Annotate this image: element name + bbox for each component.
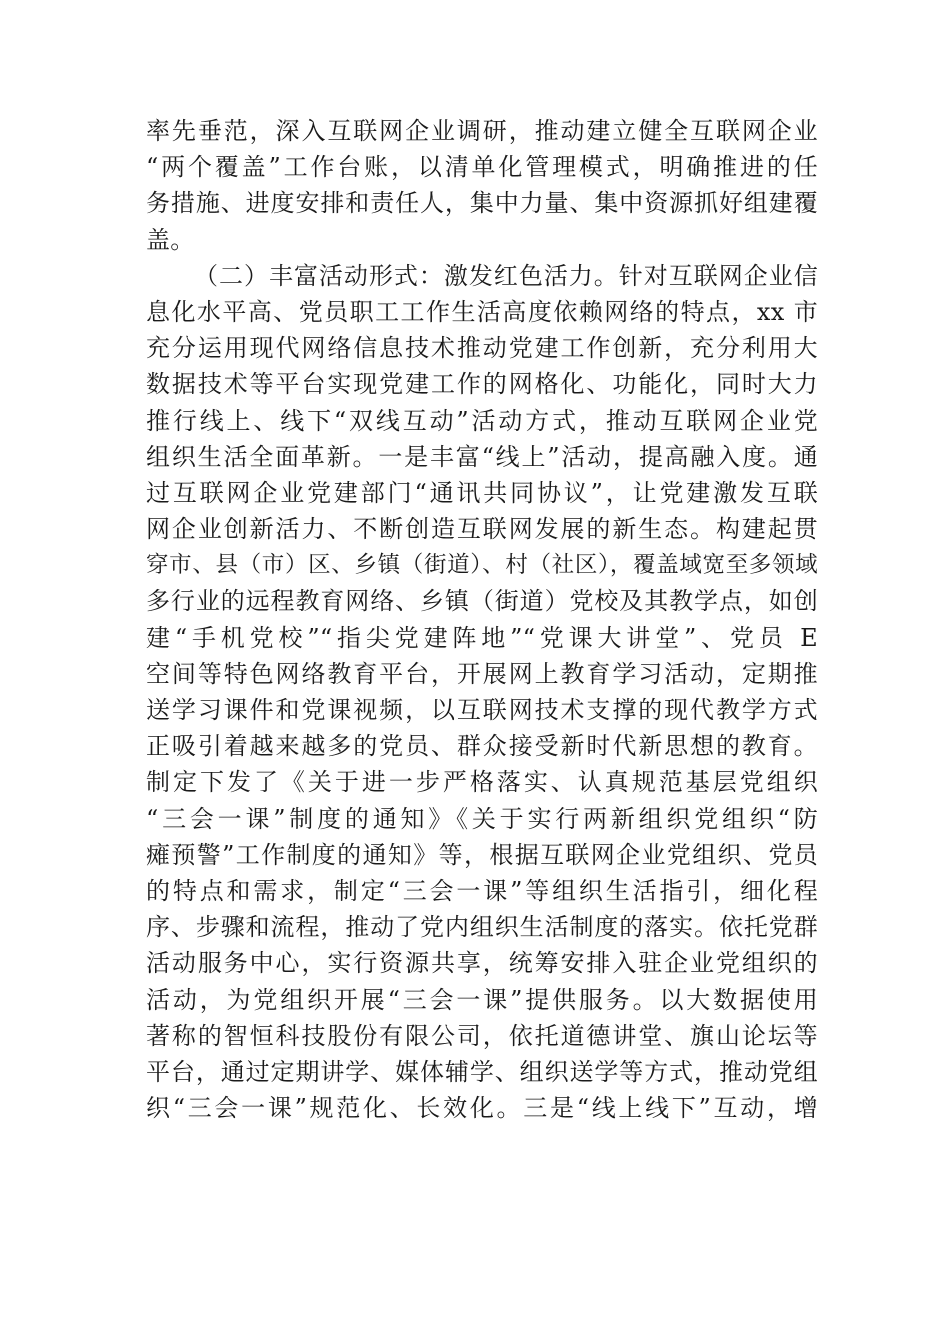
text-line: 瘫预警”工作制度的通知》等，根据互联网企业党组织、党员: [146, 840, 818, 869]
section-heading-line: （二）丰富活动形式：激发红色活力。针对互联网企业信: [194, 261, 818, 290]
body-text: [146, 113, 818, 1126]
text-line: 盖。: [146, 225, 195, 254]
text-line: 的特点和需求，制定“三会一课”等组织生活指引，细化程: [146, 876, 818, 905]
text-line: 正吸引着越来越多的党员、群众接受新时代新思想的教育。: [146, 732, 818, 761]
text-line: 活动服务中心，实行资源共享，统筹安排入驻企业党组织的: [146, 949, 818, 978]
text-line: 送学习课件和党课视频，以互联网技术支撑的现代教学方式: [146, 696, 818, 724]
text-line: 多行业的远程教育网络、乡镇（街道）党校及其教学点，如创: [146, 587, 818, 616]
text-line: 序、步骤和流程，推动了党内组织生活制度的落实。依托党群: [146, 913, 818, 942]
text-line: 空间等特色网络教育平台，开展网上教育学习活动，定期推: [146, 659, 818, 688]
text-line: 网企业创新活力、不断创造互联网发展的新生态。构建起贯: [146, 515, 818, 544]
text-line: 率先垂范，深入互联网企业调研，推动建立健全互联网企业: [146, 117, 818, 145]
text-line: 息化水平高、党员职工工作生活高度依赖网络的特点，xx 市: [146, 297, 818, 326]
text-line: 建“手机党校”“指尖党建阵地”“党课大讲堂”、党员 E: [146, 623, 818, 652]
text-line: 务措施、进度安排和责任人，集中力量、集中资源抓好组建覆: [146, 189, 818, 218]
text-line: 数据技术等平台实现党建工作的网格化、功能化，同时大力: [146, 370, 818, 399]
text-line: 平台，通过定期讲学、媒体辅学、组织送学等方式，推动党组: [146, 1057, 818, 1086]
text-line: 穿市、县（市）区、乡镇（街道）、村（社区），覆盖域宽至多领域: [146, 552, 818, 579]
text-line: 活动，为党组织开展“三会一课”提供服务。以大数据使用: [146, 985, 818, 1014]
text-line: 著称的智恒科技股份有限公司，依托道德讲堂、旗山论坛等: [146, 1021, 818, 1050]
text-line: 充分运用现代网络信息技术推动党建工作创新，充分利用大: [146, 334, 818, 363]
text-line: 制定下发了《关于进一步严格落实、认真规范基层党组织: [146, 768, 818, 797]
text-line: 织“三会一课”规范化、长效化。三是“线上线下”互动，增: [146, 1094, 818, 1123]
text-line: “三会一课”制度的通知》《关于实行两新组织党组织“防: [146, 804, 818, 833]
text-line: “两个覆盖”工作台账，以清单化管理模式，明确推进的任: [146, 153, 818, 182]
text-line: 组织生活全面革新。一是丰富“线上”活动，提高融入度。通: [146, 442, 818, 471]
text-line: 推行线上、线下“双线互动”活动方式，推动互联网企业党: [146, 406, 818, 435]
text-line: 过互联网企业党建部门“通讯共同协议”，让党建激发互联: [146, 478, 818, 507]
